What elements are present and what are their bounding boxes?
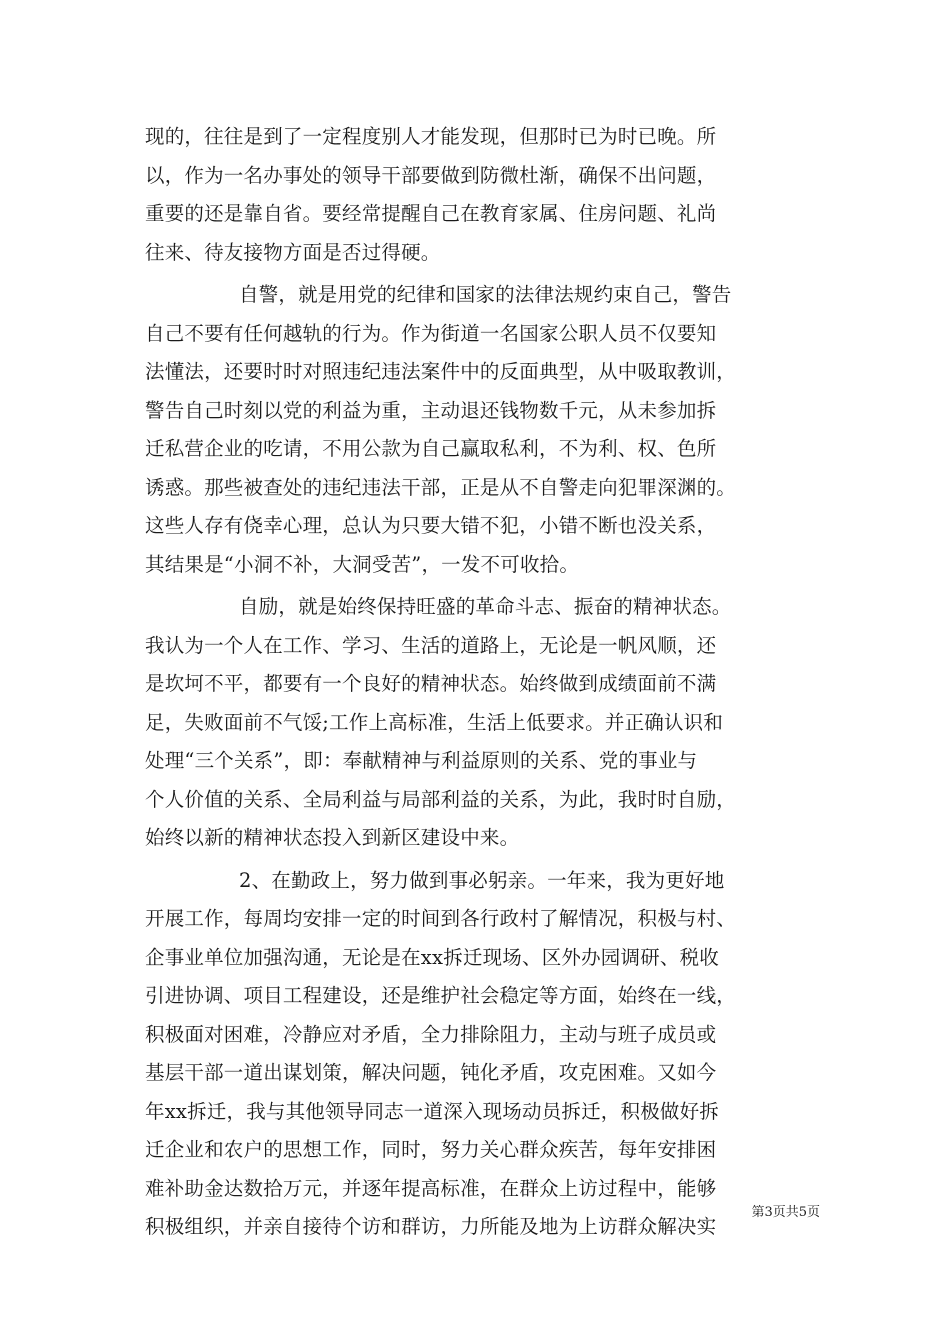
text-line: 迁私营企业的吃请，不用公款为自己赢取私利，不为利、权、色所 xyxy=(145,437,717,460)
text-line: 积极面对困难，冷静应对矛盾，全力排除阻力，主动与班子成员或 xyxy=(145,1022,717,1046)
text-line: 个人价值的关系、全局利益与局部利益的关系，为此，我时时自励， xyxy=(145,787,737,811)
text-line: 引进协调、项目工程建设，还是维护社会稳定等方面，始终在一线， xyxy=(145,984,737,1007)
paragraph-start-line: 自励，就是始终保持旺盛的革命斗志、振奋的精神状态。 xyxy=(239,595,732,618)
text-line: 现的，往往是到了一定程度别人才能发现，但那时已为时已晚。所 xyxy=(145,125,717,148)
text-line: 难补助金达数拾万元，并逐年提高标准，在群众上访过程中，能够 xyxy=(145,1176,717,1200)
text-line: 这些人存有侥幸心理，总认为只要大错不犯，小错不断也没关系， xyxy=(145,514,717,537)
text-line: 足，失败面前不气馁;工作上高标准，生活上低要求。并正确认识和 xyxy=(145,710,724,734)
text-line: 年xx拆迁，我与其他领导同志一道深入现场动员拆迁，积极做好拆 xyxy=(145,1099,719,1123)
text-line: 警告自己时刻以党的利益为重，主动退还钱物数千元，从未参加拆 xyxy=(145,398,717,422)
text-line: 始终以新的精神状态投入到新区建设中来。 xyxy=(145,826,520,849)
text-line: 自己不要有任何越轨的行为。作为街道一名国家公职人员不仅要知 xyxy=(145,321,717,345)
text-line: 企事业单位加强沟通，无论是在xx拆迁现场、区外办园调研、税收 xyxy=(145,945,719,969)
text-line: 诱惑。那些被查处的违纪违法干部，正是从不自警走向犯罪深渊的。 xyxy=(145,475,737,499)
text-line: 以，作为一名办事处的领导干部要做到防微杜渐，确保不出问题， xyxy=(145,163,717,187)
text-line: 法懂法，还要时时对照违纪违法案件中的反面典型，从中吸取教训， xyxy=(145,360,737,383)
paragraph-start-line: 自警，就是用党的纪律和国家的法律法规约束自己，警告 xyxy=(239,283,732,306)
text-line: 重要的还是靠自省。要经常提醒自己在教育家属、住房问题、礼尚 xyxy=(145,202,717,225)
text-line: 基层干部一道出谋划策，解决问题，钝化矛盾，攻克困难。又如今 xyxy=(145,1061,717,1084)
text-line: 处理“三个关系”，即：奉献精神与利益原则的关系、党的事业与 xyxy=(145,749,698,772)
text-line: 是坎坷不平，都要有一个良好的精神状态。始终做到成绩面前不满 xyxy=(145,672,717,695)
text-line: 迁企业和农户的思想工作，同时，努力关心群众疾苦，每年安排困 xyxy=(145,1138,717,1161)
page-number: 第3页共5页 xyxy=(751,1205,820,1220)
text-line: 我认为一个人在工作、学习、生活的道路上，无论是一帆风顺，还 xyxy=(145,633,717,657)
text-line: 往来、待友接物方面是否过得硬。 xyxy=(145,240,441,264)
body-text xyxy=(145,118,817,1247)
text-line: 其结果是“小洞不补，大洞受苦”，一发不可收拾。 xyxy=(145,552,580,576)
text-line: 开展工作，每周均安排一定的时间到各行政村了解情况，积极与村、 xyxy=(145,907,737,930)
text-line: 积极组织，并亲自接待个访和群访，力所能及地为上访群众解决实 xyxy=(145,1215,717,1238)
paragraph-start-line: 2、在勤政上，努力做到事必躬亲。一年来，我为更好地 xyxy=(239,868,725,892)
